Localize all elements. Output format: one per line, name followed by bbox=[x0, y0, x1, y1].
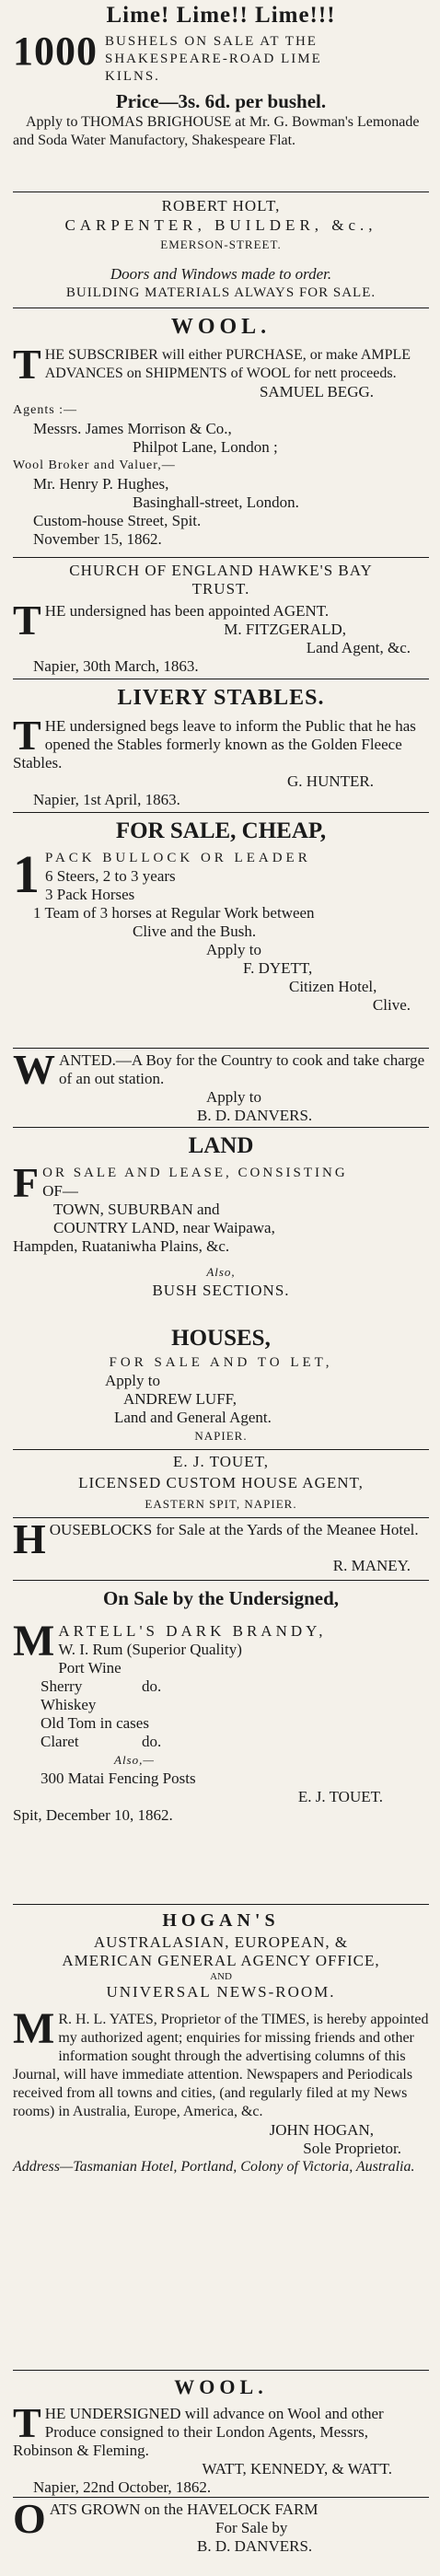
onsale-line-4-ditto: do. bbox=[142, 1677, 162, 1695]
onsale-heading: On Sale by the Undersigned, bbox=[102, 1587, 340, 1609]
oats-dropcap: O bbox=[13, 2495, 46, 2542]
livery-stables-advertisement bbox=[13, 682, 429, 809]
wool1-dropcap: T bbox=[13, 341, 41, 388]
holt-line-1: Doors and Windows made to order. bbox=[110, 265, 332, 283]
wanted-body: ANTED.—A Boy for the Country to cook and take charge of an out station. bbox=[59, 1051, 425, 1087]
land-line-4: COUNTRY LAND, near Waipawa, bbox=[53, 1219, 275, 1236]
divider bbox=[13, 1580, 429, 1581]
lime-heading: Lime! Lime!! Lime!!! bbox=[106, 3, 336, 28]
wanted-advertisement bbox=[13, 1046, 429, 1125]
onsale-line-2: W. I. Rum (Superior Quality) bbox=[58, 1641, 242, 1658]
forsale-signature: F. DYETT, bbox=[243, 959, 313, 977]
hogan-signature: JOHN HOGAN, bbox=[269, 2121, 374, 2139]
onsale-signature: E. J. TOUET. bbox=[297, 1788, 383, 1805]
wool1-date: November 15, 1862. bbox=[33, 530, 162, 548]
wool-subscriber-advertisement bbox=[13, 311, 429, 549]
wool2-heading: WOOL. bbox=[174, 2375, 268, 2398]
holt-advertisement bbox=[13, 197, 429, 302]
church-heading-1: CHURCH OF ENGLAND HAWKE'S BAY bbox=[69, 562, 373, 579]
wool1-agent-1: Messrs. James Morrison & Co., bbox=[33, 420, 232, 437]
oats-body: ATS GROWN on the HAVELOCK FARM bbox=[49, 2501, 318, 2518]
church-body: HE undersigned has been appointed AGENT. bbox=[44, 602, 330, 620]
divider bbox=[13, 1127, 429, 1128]
church-dropcap: T bbox=[13, 597, 41, 644]
houseblocks-signature: R. MANEY. bbox=[332, 1557, 411, 1575]
livery-date: Napier, 1st April, 1863. bbox=[33, 791, 180, 808]
divider bbox=[13, 1517, 429, 1518]
onsale-line-6: Old Tom in cases bbox=[41, 1714, 149, 1732]
onsale-line-7-ditto: do. bbox=[142, 1733, 162, 1750]
onsale-line-8: 300 Matai Fencing Posts bbox=[41, 1770, 196, 1787]
onsale-line-7-item: Claret bbox=[41, 1733, 79, 1750]
houses-title: Land and General Agent. bbox=[114, 1409, 272, 1426]
hogan-and: AND bbox=[210, 1971, 232, 1982]
wanted-apply: Apply to bbox=[206, 1088, 261, 1106]
houses-advertisement bbox=[13, 1324, 429, 1445]
livery-dropcap: T bbox=[13, 712, 41, 759]
holt-trade: CARPENTER, BUILDER, &c., bbox=[64, 216, 377, 234]
forsale-place: Clive. bbox=[372, 996, 411, 1014]
onsale-date: Spit, December 10, 1862. bbox=[13, 1806, 173, 1824]
wool2-date: Napier, 22nd October, 1862. bbox=[33, 2478, 212, 2496]
holt-line-2: BUILDING MATERIALS ALWAYS FOR SALE. bbox=[65, 285, 376, 300]
wool1-broker-address: Basinghall-street, London. bbox=[133, 493, 299, 511]
hogan-address: Address—Tasmanian Hotel, Portland, Colony of Victoria, Australia. bbox=[13, 2159, 415, 2175]
hogan-line-1: AUSTRALASIAN, EUROPEAN, & bbox=[93, 1933, 349, 1951]
forsale-apply: Apply to bbox=[206, 941, 261, 958]
divider bbox=[13, 2370, 429, 2371]
land-heading: LAND bbox=[188, 1133, 254, 1158]
holt-street: EMERSON-STREET. bbox=[160, 238, 282, 251]
wool1-signature: SAMUEL BEGG. bbox=[259, 383, 374, 400]
oats-sale: For Sale by bbox=[215, 2519, 288, 2536]
wool2-body: HE UNDERSIGNED will advance on Wool and other Produce consigned to their London Agents, Messrs, Robinson & Fleming. bbox=[13, 2405, 384, 2459]
on-sale-advertisement bbox=[13, 1584, 429, 1825]
wool-advance-advertisement bbox=[13, 2373, 429, 2497]
lime-price: Price—3s. 6d. per bushel. bbox=[115, 90, 327, 112]
church-heading-2: TRUST. bbox=[191, 580, 250, 598]
lime-body: Apply to THOMAS BRIGHOUSE at Mr. G. Bowman's Lemonade and Soda Water Manufactory, Shakespeare Flat. bbox=[13, 114, 420, 148]
forsale-line-1: PACK BULLOCK OR LEADER bbox=[45, 851, 311, 865]
onsale-dropcap: M bbox=[13, 1617, 55, 1665]
forsale-line-3: 3 Pack Horses bbox=[45, 886, 135, 903]
onsale-line-5: Whiskey bbox=[41, 1696, 97, 1713]
wool1-broker-label: Wool Broker and Valuer,— bbox=[13, 458, 176, 472]
wool1-body: HE SUBSCRIBER will either PURCHASE, or make AMPLE ADVANCES on SHIPMENTS of WOOL for nett proceeds. bbox=[44, 347, 411, 381]
wool1-custom: Custom-house Street, Spit. bbox=[33, 512, 202, 529]
lime-advertisement bbox=[13, 2, 429, 150]
land-line-2: OF— bbox=[42, 1182, 78, 1200]
touet-place: EASTERN SPIT, NAPIER. bbox=[145, 1497, 297, 1511]
divider bbox=[13, 1048, 429, 1049]
divider bbox=[13, 191, 429, 192]
land-line-3: TOWN, SUBURBAN and bbox=[53, 1201, 220, 1218]
wool1-agents-label: Agents :— bbox=[13, 403, 78, 417]
forsale-heading: FOR SALE, CHEAP, bbox=[115, 818, 327, 843]
touet-name: E. J. TOUET, bbox=[172, 1453, 270, 1470]
wanted-dropcap: W bbox=[13, 1046, 55, 1093]
houseblocks-body: OUSEBLOCKS for Sale at the Yards of the Meanee Hotel. bbox=[49, 1521, 419, 1538]
land-bush: BUSH SECTIONS. bbox=[152, 1282, 290, 1299]
church-title: Land Agent, &c. bbox=[306, 639, 411, 656]
land-also: Also, bbox=[206, 1265, 236, 1279]
land-line-5: Hampden, Ruataniwha Plains, &c. bbox=[13, 1237, 230, 1255]
hogan-heading: HOGAN'S bbox=[162, 1910, 280, 1931]
church-date: Napier, 30th March, 1863. bbox=[33, 657, 199, 675]
wanted-signature: B. D. DANVERS. bbox=[197, 1107, 313, 1124]
houses-heading: HOUSES, bbox=[171, 1326, 271, 1351]
houses-sub: FOR SALE AND TO LET, bbox=[109, 1355, 333, 1370]
livery-heading: LIVERY STABLES. bbox=[117, 686, 325, 710]
church-signature: M. FITZGERALD, bbox=[224, 621, 346, 638]
onsale-line-3: Port Wine bbox=[58, 1659, 122, 1677]
hogan-line-3: UNIVERSAL NEWS-ROOM. bbox=[106, 1983, 336, 2001]
forsale-dropcap: 1 bbox=[13, 844, 40, 904]
wool1-broker: Mr. Henry P. Hughes, bbox=[33, 475, 169, 493]
houseblocks-dropcap: H bbox=[13, 1515, 46, 1562]
oats-signature: B. D. DANVERS. bbox=[197, 2537, 313, 2555]
livery-body: HE undersigned begs leave to inform the Public that he has opened the Stables formerly known as the Golden Fleece Stables. bbox=[13, 717, 416, 772]
lime-line-1: BUSHELS ON SALE AT THE bbox=[105, 34, 318, 49]
hogan-line-2: AMERICAN GENERAL AGENCY OFFICE, bbox=[62, 1952, 380, 1969]
hogan-dropcap: M bbox=[13, 2004, 55, 2053]
holt-name: ROBERT HOLT, bbox=[161, 197, 281, 215]
divider bbox=[13, 1904, 429, 1905]
wool2-signature: WATT, KENNEDY, & WATT. bbox=[202, 2460, 392, 2477]
land-dropcap: F bbox=[13, 1159, 40, 1206]
wool1-heading: WOOL. bbox=[170, 315, 272, 339]
livery-signature: G. HUNTER. bbox=[287, 772, 374, 790]
forsale-hotel: Citizen Hotel, bbox=[289, 978, 377, 995]
touet-agent-advertisement bbox=[13, 1453, 429, 1514]
land-line-1: OR SALE AND LEASE, CONSISTING bbox=[42, 1166, 348, 1180]
houseblocks-advertisement bbox=[13, 1515, 429, 1575]
hogan-body: R. H. L. YATES, Proprietor of the TIMES, is hereby appointed my authorized agent; enquiries for missing friends and other information sought through the advertising columns of this Journal, will have immediate attention. Newspapers and Periodicals received from all towns and cities, (and regularly filed at my News rooms) in Australia, Europe, America, &c. bbox=[13, 2012, 429, 2119]
divider bbox=[13, 812, 429, 813]
onsale-line-4-item: Sherry bbox=[41, 1677, 83, 1695]
onsale-also: Also,— bbox=[114, 1753, 155, 1767]
forsale-line-4: 1 Team of 3 horses at Regular Work between bbox=[33, 904, 315, 922]
wool1-agent-1-address: Philpot Lane, London ; bbox=[133, 438, 278, 456]
lime-line-3: KILNS. bbox=[105, 69, 160, 84]
wool2-dropcap: T bbox=[13, 2399, 41, 2446]
forsale-line-2: 6 Steers, 2 to 3 years bbox=[45, 867, 176, 885]
divider bbox=[13, 1449, 429, 1450]
houses-place: NAPIER. bbox=[194, 1429, 248, 1443]
church-trust-advertisement bbox=[13, 562, 429, 676]
hogan-title: Sole Proprietor. bbox=[303, 2140, 401, 2157]
divider bbox=[13, 557, 429, 558]
houses-apply: Apply to bbox=[105, 1372, 160, 1389]
onsale-line-1: ARTELL'S DARK BRANDY, bbox=[58, 1622, 327, 1640]
land-advertisement bbox=[13, 1131, 429, 1300]
oats-advertisement bbox=[13, 2495, 429, 2556]
houses-name: ANDREW LUFF, bbox=[123, 1390, 237, 1408]
touet-title: LICENSED CUSTOM HOUSE AGENT, bbox=[78, 1474, 364, 1491]
divider bbox=[13, 2497, 429, 2498]
lime-big-number: 1000 bbox=[13, 29, 98, 74]
forsale-line-5: Clive and the Bush. bbox=[133, 922, 257, 940]
divider bbox=[13, 307, 429, 308]
hogan-agency-advertisement bbox=[13, 1908, 429, 2176]
for-sale-cheap-advertisement bbox=[13, 816, 429, 1015]
lime-line-2: SHAKESPEARE-ROAD LIME bbox=[105, 52, 322, 66]
